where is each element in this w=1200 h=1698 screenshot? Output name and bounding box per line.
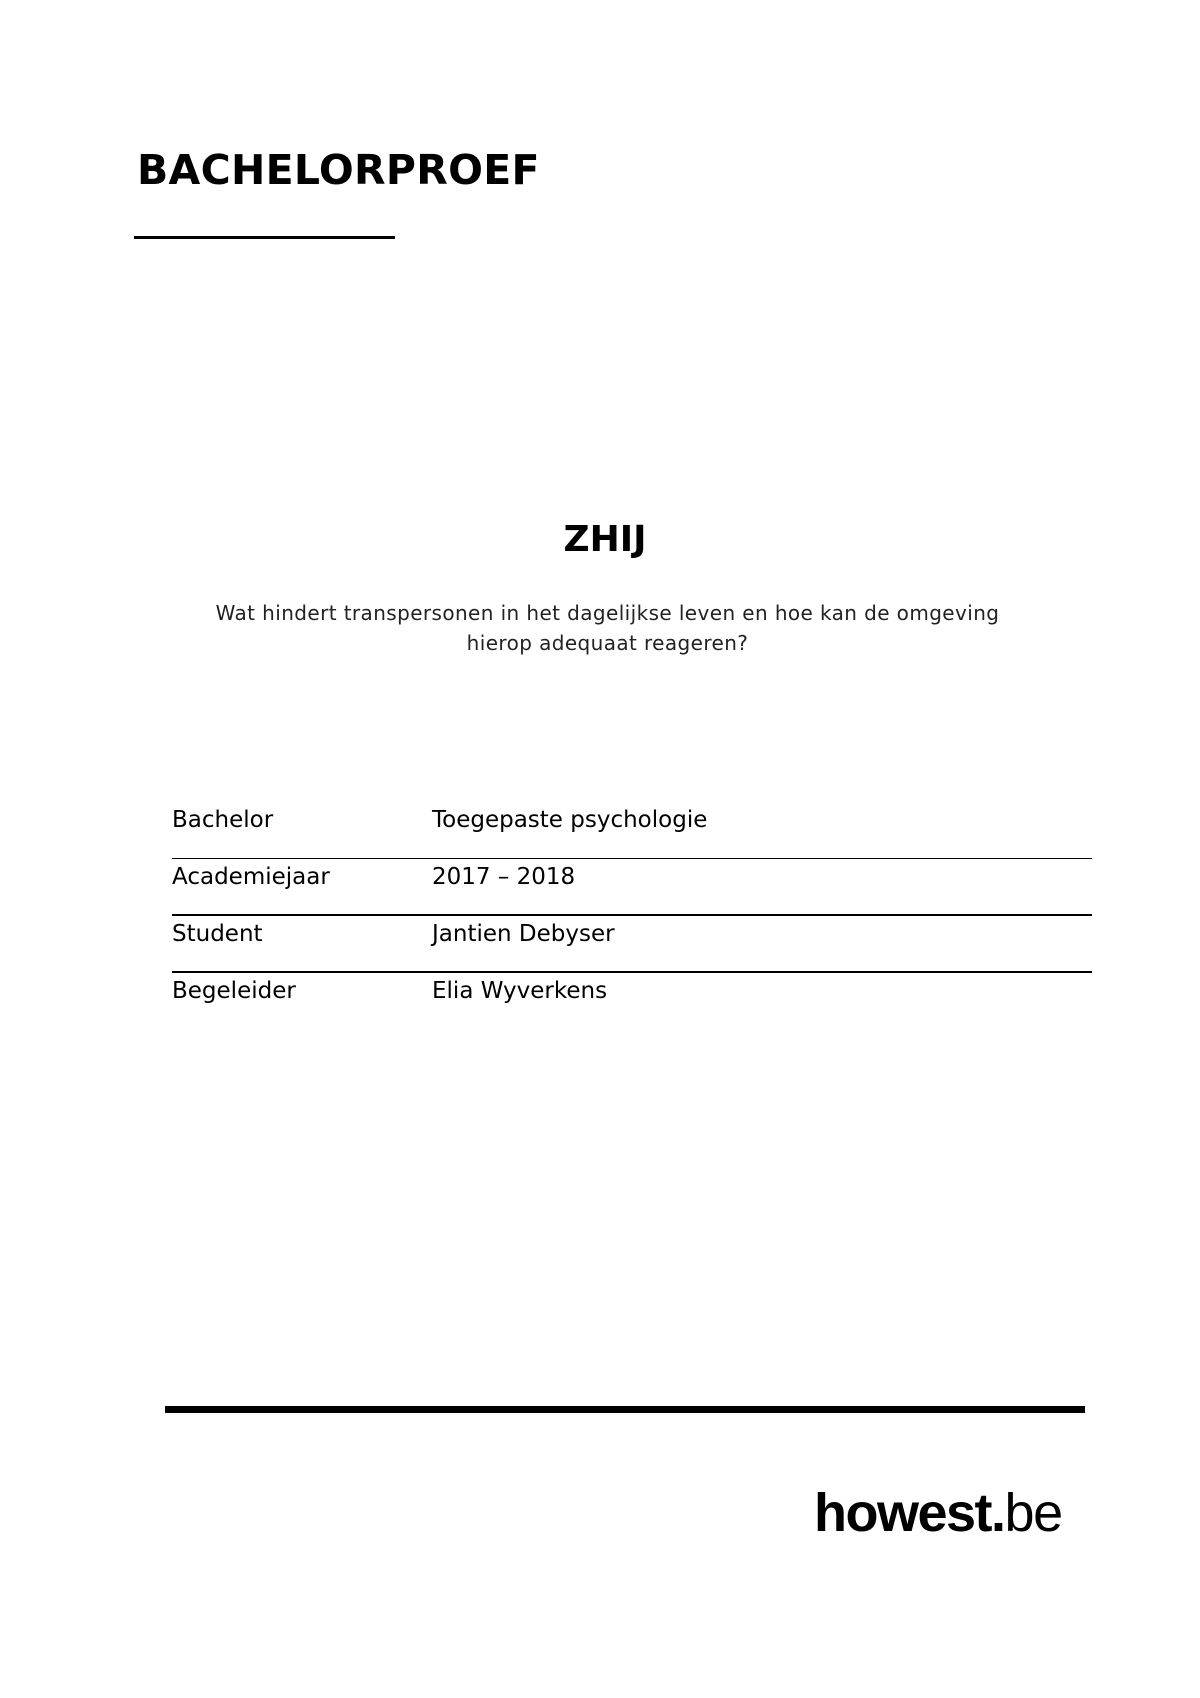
document-title: ZHIJ (563, 519, 647, 560)
info-row-academiejaar (172, 862, 1092, 919)
info-value: Jantien Debyser (432, 921, 615, 947)
info-row-begeleider (172, 976, 1092, 1033)
footer-rule (165, 1406, 1085, 1413)
howest-logo (814, 1483, 1062, 1543)
info-label: Student (172, 921, 263, 947)
document-subtitle (185, 598, 1030, 658)
info-value: 2017 – 2018 (432, 864, 576, 890)
logo-suffix: be (1004, 1483, 1062, 1543)
info-row-student (172, 919, 1092, 976)
document-label: BACHELORPROEF (137, 146, 540, 194)
info-value: Toegepaste psychologie (432, 807, 708, 833)
info-row-bachelor (172, 805, 1092, 862)
info-label: Begeleider (172, 978, 296, 1004)
info-value: Elia Wyverkens (432, 978, 608, 1004)
label-underline (134, 236, 395, 239)
subtitle-line-1: Wat hindert transpersonen in het dagelijkse leven en hoe kan de omgeving (215, 601, 1000, 625)
info-label: Bachelor (172, 807, 274, 833)
logo-name: howest. (814, 1483, 1005, 1543)
info-label: Academiejaar (172, 864, 330, 890)
info-table (172, 805, 1092, 1033)
subtitle-line-2: hierop adequaat reageren? (466, 631, 749, 655)
